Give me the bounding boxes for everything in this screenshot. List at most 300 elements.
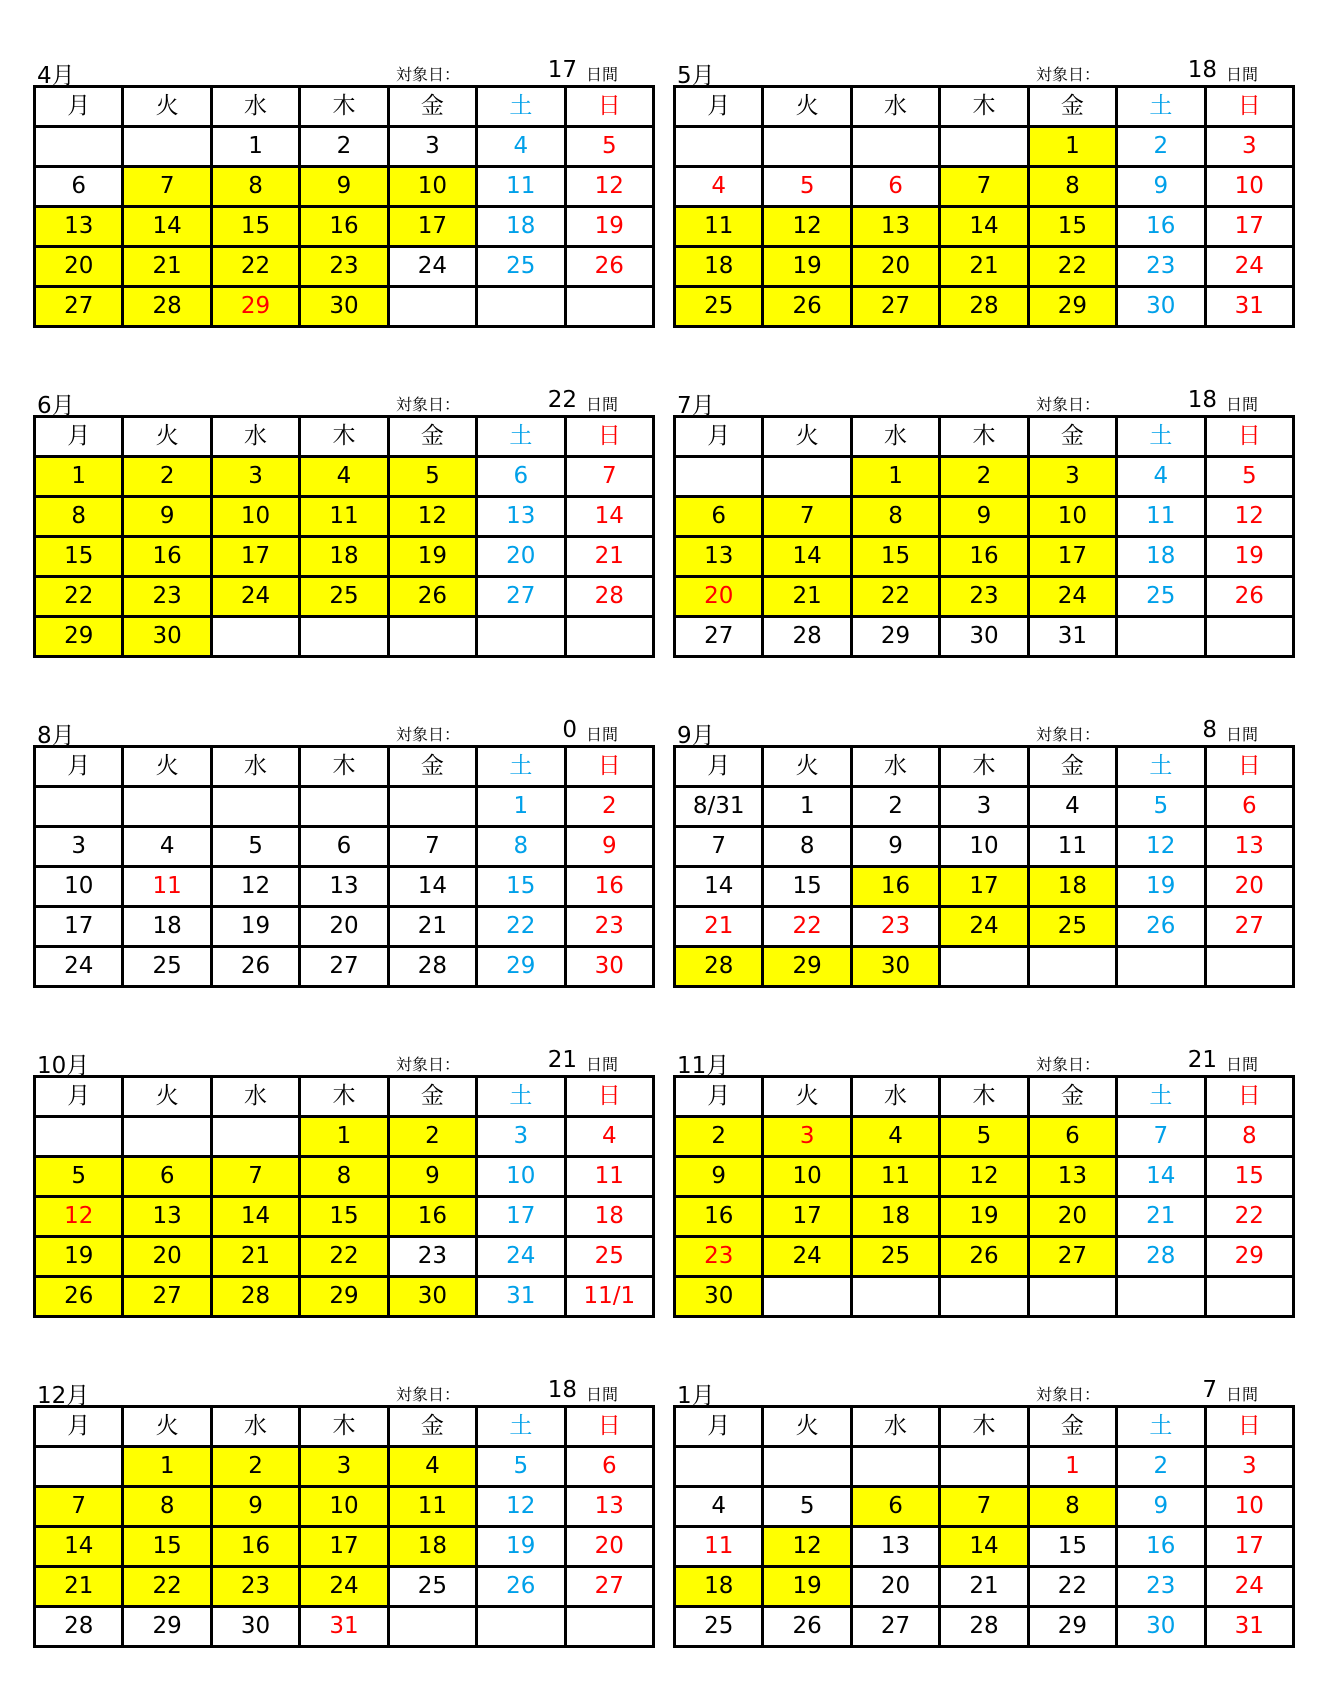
target-day-cell: 28 <box>123 287 211 327</box>
weekday-header: 水 <box>851 1077 939 1117</box>
day-cell: 4 <box>123 827 211 867</box>
month-calendar <box>33 1365 656 1648</box>
target-days-count: 8 <box>1202 717 1217 743</box>
week-row <box>675 457 1294 497</box>
day-cell <box>675 1447 763 1487</box>
day-cell: 11 <box>1117 497 1205 537</box>
day-cell: 4 <box>675 167 763 207</box>
target-day-cell: 10 <box>763 1157 851 1197</box>
target-days-count: 0 <box>562 717 577 743</box>
weekday-header: 水 <box>211 417 299 457</box>
week-row <box>675 1527 1294 1567</box>
weekday-header-row <box>675 87 1294 127</box>
week-row <box>675 947 1294 987</box>
weekday-header: 月 <box>35 1077 123 1117</box>
month-grid <box>33 1405 655 1648</box>
day-cell: 23 <box>851 907 939 947</box>
day-cell: 28 <box>940 1607 1028 1647</box>
month-grid <box>673 745 1295 988</box>
day-cell: 24 <box>1205 1567 1293 1607</box>
day-cell: 25 <box>477 247 565 287</box>
target-day-cell: 14 <box>763 537 851 577</box>
day-cell: 24 <box>477 1237 565 1277</box>
day-cell: 31 <box>1028 617 1116 657</box>
day-cell: 24 <box>1205 247 1293 287</box>
weekday-header: 火 <box>123 747 211 787</box>
day-cell <box>477 617 565 657</box>
day-cell: 14 <box>388 867 476 907</box>
target-days-label: 対象日： <box>1036 1385 1101 1404</box>
target-day-cell: 29 <box>35 617 123 657</box>
target-day-cell: 19 <box>388 537 476 577</box>
week-row <box>35 947 654 987</box>
day-cell <box>940 1447 1028 1487</box>
day-cell: 10 <box>940 827 1028 867</box>
weekday-header: 日 <box>565 747 653 787</box>
day-cell: 10 <box>35 867 123 907</box>
day-cell: 11 <box>477 167 565 207</box>
target-day-cell: 2 <box>211 1447 299 1487</box>
target-day-cell: 13 <box>1028 1157 1116 1197</box>
target-days-label: 対象日： <box>396 395 461 414</box>
weekday-header: 日 <box>1205 87 1293 127</box>
day-cell: 30 <box>211 1607 299 1647</box>
target-day-cell: 14 <box>123 207 211 247</box>
week-row <box>35 167 654 207</box>
target-day-cell: 19 <box>35 1237 123 1277</box>
weekday-header: 日 <box>1205 417 1293 457</box>
target-day-cell: 22 <box>123 1567 211 1607</box>
target-days-count: 22 <box>547 387 577 413</box>
weekday-header: 火 <box>763 87 851 127</box>
weekday-header-row <box>675 1077 1294 1117</box>
week-row <box>35 127 654 167</box>
month-title: 8月 <box>37 723 75 749</box>
month-header <box>33 1035 656 1079</box>
weekday-header: 日 <box>1205 1077 1293 1117</box>
target-day-cell: 12 <box>940 1157 1028 1197</box>
weekday-header: 火 <box>763 1077 851 1117</box>
week-row <box>675 1237 1294 1277</box>
target-days-label: 対象日： <box>396 725 461 744</box>
day-cell: 28 <box>35 1607 123 1647</box>
week-row <box>35 867 654 907</box>
week-row <box>35 1157 654 1197</box>
target-day-cell: 21 <box>940 247 1028 287</box>
day-cell: 3 <box>940 787 1028 827</box>
weekday-header: 金 <box>388 417 476 457</box>
target-day-cell: 17 <box>300 1527 388 1567</box>
day-cell: 1 <box>763 787 851 827</box>
target-day-cell: 3 <box>1028 457 1116 497</box>
day-cell: 12 <box>1117 827 1205 867</box>
target-day-cell: 22 <box>851 577 939 617</box>
target-day-cell: 30 <box>675 1277 763 1317</box>
month-title: 12月 <box>37 1383 90 1409</box>
weekday-header: 火 <box>763 747 851 787</box>
week-row <box>35 207 654 247</box>
target-day-cell: 3 <box>211 457 299 497</box>
month-header <box>673 1035 1296 1079</box>
day-cell <box>763 1277 851 1317</box>
target-day-cell: 3 <box>763 1117 851 1157</box>
month-calendar <box>673 375 1296 658</box>
target-day-cell: 26 <box>388 577 476 617</box>
week-row <box>35 1567 654 1607</box>
day-cell: 5 <box>477 1447 565 1487</box>
target-day-cell: 6 <box>851 1487 939 1527</box>
target-day-cell: 28 <box>940 287 1028 327</box>
week-row <box>35 1487 654 1527</box>
target-day-cell: 13 <box>123 1197 211 1237</box>
target-day-cell: 21 <box>211 1237 299 1277</box>
day-cell: 27 <box>1205 907 1293 947</box>
day-cell: 4 <box>477 127 565 167</box>
day-cell: 20 <box>565 1527 653 1567</box>
day-cell: 5 <box>565 127 653 167</box>
day-cell: 13 <box>300 867 388 907</box>
target-day-cell: 14 <box>35 1527 123 1567</box>
day-cell: 20 <box>1205 867 1293 907</box>
target-days-count: 17 <box>547 57 577 83</box>
day-cell: 27 <box>565 1567 653 1607</box>
weekday-header: 金 <box>388 1407 476 1447</box>
day-cell: 25 <box>388 1567 476 1607</box>
target-day-cell: 10 <box>1028 497 1116 537</box>
target-days-label: 対象日： <box>1036 395 1101 414</box>
day-cell: 12 <box>565 167 653 207</box>
target-days-count: 7 <box>1202 1377 1217 1403</box>
weekday-header: 日 <box>565 1407 653 1447</box>
week-row <box>675 127 1294 167</box>
month-grid <box>673 1075 1295 1318</box>
day-cell: 3 <box>477 1117 565 1157</box>
day-cell: 5 <box>1205 457 1293 497</box>
target-day-cell: 16 <box>675 1197 763 1237</box>
weekday-header: 土 <box>1117 87 1205 127</box>
target-days-count: 21 <box>547 1047 577 1073</box>
target-days-count: 18 <box>547 1377 577 1403</box>
day-cell: 13 <box>477 497 565 537</box>
target-day-cell: 24 <box>940 907 1028 947</box>
weekday-header: 土 <box>477 417 565 457</box>
day-cell: 14 <box>675 867 763 907</box>
weekday-header: 水 <box>851 417 939 457</box>
day-cell: 29 <box>477 947 565 987</box>
week-row <box>35 827 654 867</box>
target-day-cell: 24 <box>763 1237 851 1277</box>
target-day-cell: 9 <box>388 1157 476 1197</box>
target-day-cell: 20 <box>851 247 939 287</box>
weekday-header: 木 <box>940 417 1028 457</box>
day-cell: 24 <box>35 947 123 987</box>
weekday-header-row <box>35 87 654 127</box>
day-cell: 17 <box>477 1197 565 1237</box>
day-cell: 19 <box>1117 867 1205 907</box>
week-row <box>35 457 654 497</box>
target-day-cell: 27 <box>851 287 939 327</box>
target-day-cell: 11 <box>388 1487 476 1527</box>
day-cell: 17 <box>1205 207 1293 247</box>
month-calendar <box>33 375 656 658</box>
target-day-cell: 16 <box>388 1197 476 1237</box>
day-cell <box>123 787 211 827</box>
day-cell: 23 <box>565 907 653 947</box>
weekday-header: 金 <box>388 1077 476 1117</box>
weekday-header: 水 <box>851 747 939 787</box>
weekday-header: 月 <box>675 87 763 127</box>
day-cell <box>940 1277 1028 1317</box>
week-row <box>35 787 654 827</box>
month-title: 11月 <box>677 1053 730 1079</box>
day-cell: 29 <box>1205 1237 1293 1277</box>
target-day-cell: 9 <box>675 1157 763 1197</box>
day-cell: 5 <box>763 167 851 207</box>
target-days-count: 21 <box>1187 1047 1217 1073</box>
target-day-cell: 9 <box>300 167 388 207</box>
target-day-cell: 17 <box>940 867 1028 907</box>
day-cell <box>1117 617 1205 657</box>
day-cell: 7 <box>675 827 763 867</box>
weekday-header: 木 <box>300 1407 388 1447</box>
day-cell <box>763 1447 851 1487</box>
day-cell: 13 <box>851 1527 939 1567</box>
weekday-header: 月 <box>675 747 763 787</box>
weekday-header: 水 <box>851 1407 939 1447</box>
week-row <box>35 537 654 577</box>
weekday-header: 金 <box>1028 417 1116 457</box>
weekday-header: 水 <box>211 1407 299 1447</box>
target-day-cell: 22 <box>35 577 123 617</box>
day-cell: 9 <box>1117 1487 1205 1527</box>
day-cell: 6 <box>565 1447 653 1487</box>
target-day-cell: 10 <box>300 1487 388 1527</box>
target-day-cell: 23 <box>123 577 211 617</box>
target-day-cell: 25 <box>1028 907 1116 947</box>
day-cell: 27 <box>851 1607 939 1647</box>
day-cell: 25 <box>675 1607 763 1647</box>
day-cell <box>1205 1277 1293 1317</box>
day-cell: 2 <box>565 787 653 827</box>
day-cell <box>211 617 299 657</box>
day-cell: 11 <box>1028 827 1116 867</box>
weekday-header: 土 <box>1117 1407 1205 1447</box>
day-cell: 22 <box>763 907 851 947</box>
target-day-cell: 14 <box>211 1197 299 1237</box>
weekday-header: 土 <box>477 1077 565 1117</box>
week-row <box>35 907 654 947</box>
target-day-cell: 19 <box>940 1197 1028 1237</box>
target-day-cell: 19 <box>763 247 851 287</box>
day-cell <box>477 287 565 327</box>
day-cell <box>35 1117 123 1157</box>
target-day-cell: 26 <box>35 1277 123 1317</box>
target-day-cell: 18 <box>851 1197 939 1237</box>
target-day-cell: 17 <box>763 1197 851 1237</box>
target-day-cell: 20 <box>35 247 123 287</box>
weekday-header: 月 <box>675 1407 763 1447</box>
day-cell: 15 <box>763 867 851 907</box>
day-cell <box>300 617 388 657</box>
day-cell <box>565 1607 653 1647</box>
target-days-label: 対象日： <box>1036 1055 1101 1074</box>
day-cell: 26 <box>763 1607 851 1647</box>
day-cell <box>675 127 763 167</box>
target-day-cell: 24 <box>1028 577 1116 617</box>
day-cell: 19 <box>1205 537 1293 577</box>
weekday-header: 火 <box>123 87 211 127</box>
target-day-cell: 12 <box>763 1527 851 1567</box>
day-cell: 18 <box>123 907 211 947</box>
month-header <box>33 1365 656 1409</box>
weekday-header: 木 <box>940 1077 1028 1117</box>
month-header <box>673 1365 1296 1409</box>
month-title: 7月 <box>677 393 715 419</box>
target-day-cell: 15 <box>1028 207 1116 247</box>
month-calendar <box>33 45 656 328</box>
day-cell: 29 <box>123 1607 211 1647</box>
target-day-cell: 28 <box>675 947 763 987</box>
day-cell: 26 <box>211 947 299 987</box>
target-day-cell: 1 <box>1028 127 1116 167</box>
target-days-unit: 日間 <box>586 65 619 84</box>
day-cell: 19 <box>565 207 653 247</box>
day-cell: 17 <box>1205 1527 1293 1567</box>
day-cell: 15 <box>477 867 565 907</box>
day-cell: 10 <box>1205 1487 1293 1527</box>
day-cell <box>1205 617 1293 657</box>
week-row <box>675 827 1294 867</box>
target-day-cell: 1 <box>123 1447 211 1487</box>
week-row <box>675 907 1294 947</box>
week-row <box>35 287 654 327</box>
target-day-cell: 8 <box>851 497 939 537</box>
day-cell: 27 <box>675 617 763 657</box>
target-day-cell: 15 <box>300 1197 388 1237</box>
weekday-header-row <box>35 747 654 787</box>
target-day-cell: 20 <box>1028 1197 1116 1237</box>
target-day-cell: 4 <box>388 1447 476 1487</box>
week-row <box>35 1197 654 1237</box>
day-cell: 9 <box>565 827 653 867</box>
target-day-cell: 23 <box>675 1237 763 1277</box>
month-grid <box>33 415 655 658</box>
target-day-cell: 16 <box>300 207 388 247</box>
day-cell: 30 <box>940 617 1028 657</box>
day-cell <box>1028 1277 1116 1317</box>
week-row <box>675 1447 1294 1487</box>
weekday-header: 月 <box>35 1407 123 1447</box>
month-header <box>673 705 1296 749</box>
weekday-header: 火 <box>763 417 851 457</box>
day-cell: 4 <box>1028 787 1116 827</box>
target-day-cell: 26 <box>940 1237 1028 1277</box>
target-day-cell: 8 <box>1028 1487 1116 1527</box>
target-days-unit: 日間 <box>1226 395 1259 414</box>
target-day-cell: 9 <box>123 497 211 537</box>
weekday-header: 水 <box>211 1077 299 1117</box>
day-cell <box>763 457 851 497</box>
target-day-cell: 22 <box>1028 247 1116 287</box>
day-cell <box>675 457 763 497</box>
weekday-header: 金 <box>1028 747 1116 787</box>
day-cell: 13 <box>565 1487 653 1527</box>
day-cell <box>388 787 476 827</box>
target-day-cell: 27 <box>123 1277 211 1317</box>
day-cell: 7 <box>388 827 476 867</box>
target-day-cell: 13 <box>851 207 939 247</box>
day-cell <box>211 787 299 827</box>
target-day-cell: 6 <box>1028 1117 1116 1157</box>
target-day-cell: 13 <box>675 537 763 577</box>
target-days-count: 18 <box>1187 387 1217 413</box>
weekday-header: 木 <box>940 87 1028 127</box>
month-grid <box>673 1405 1295 1648</box>
month-grid <box>673 85 1295 328</box>
weekday-header-row <box>35 1077 654 1117</box>
target-day-cell: 11 <box>300 497 388 537</box>
day-cell: 6 <box>300 827 388 867</box>
day-cell: 30 <box>565 947 653 987</box>
target-day-cell: 12 <box>35 1197 123 1237</box>
month-header <box>33 375 656 419</box>
day-cell: 9 <box>1117 167 1205 207</box>
target-day-cell: 12 <box>763 207 851 247</box>
weekday-header-row <box>35 1407 654 1447</box>
weekday-header: 金 <box>1028 1407 1116 1447</box>
target-days-unit: 日間 <box>1226 1385 1259 1404</box>
day-cell <box>388 617 476 657</box>
weekday-header: 水 <box>851 87 939 127</box>
day-cell: 18 <box>565 1197 653 1237</box>
target-day-cell: 5 <box>940 1117 1028 1157</box>
target-day-cell: 7 <box>940 167 1028 207</box>
month-header <box>33 45 656 89</box>
target-day-cell: 21 <box>35 1567 123 1607</box>
week-row <box>675 207 1294 247</box>
day-cell: 4 <box>675 1487 763 1527</box>
day-cell: 28 <box>763 617 851 657</box>
weekday-header-row <box>675 417 1294 457</box>
target-day-cell: 2 <box>940 457 1028 497</box>
weekday-header: 金 <box>1028 87 1116 127</box>
day-cell: 4 <box>1117 457 1205 497</box>
day-cell: 14 <box>565 497 653 537</box>
day-cell <box>388 287 476 327</box>
week-row <box>675 1157 1294 1197</box>
weekday-header-row <box>675 747 1294 787</box>
target-day-cell: 18 <box>675 1567 763 1607</box>
target-day-cell: 15 <box>123 1527 211 1567</box>
day-cell: 30 <box>1117 287 1205 327</box>
target-day-cell: 8 <box>211 167 299 207</box>
day-cell: 11 <box>123 867 211 907</box>
day-cell: 21 <box>1117 1197 1205 1237</box>
day-cell: 17 <box>35 907 123 947</box>
day-cell: 31 <box>477 1277 565 1317</box>
weekday-header: 金 <box>388 87 476 127</box>
weekday-header: 水 <box>211 747 299 787</box>
month-title: 1月 <box>677 1383 715 1409</box>
day-cell: 7 <box>565 457 653 497</box>
target-day-cell: 12 <box>388 497 476 537</box>
day-cell: 13 <box>1205 827 1293 867</box>
target-day-cell: 30 <box>388 1277 476 1317</box>
target-day-cell: 1 <box>300 1117 388 1157</box>
weekday-header: 木 <box>300 417 388 457</box>
day-cell: 25 <box>565 1237 653 1277</box>
day-cell: 26 <box>1205 577 1293 617</box>
